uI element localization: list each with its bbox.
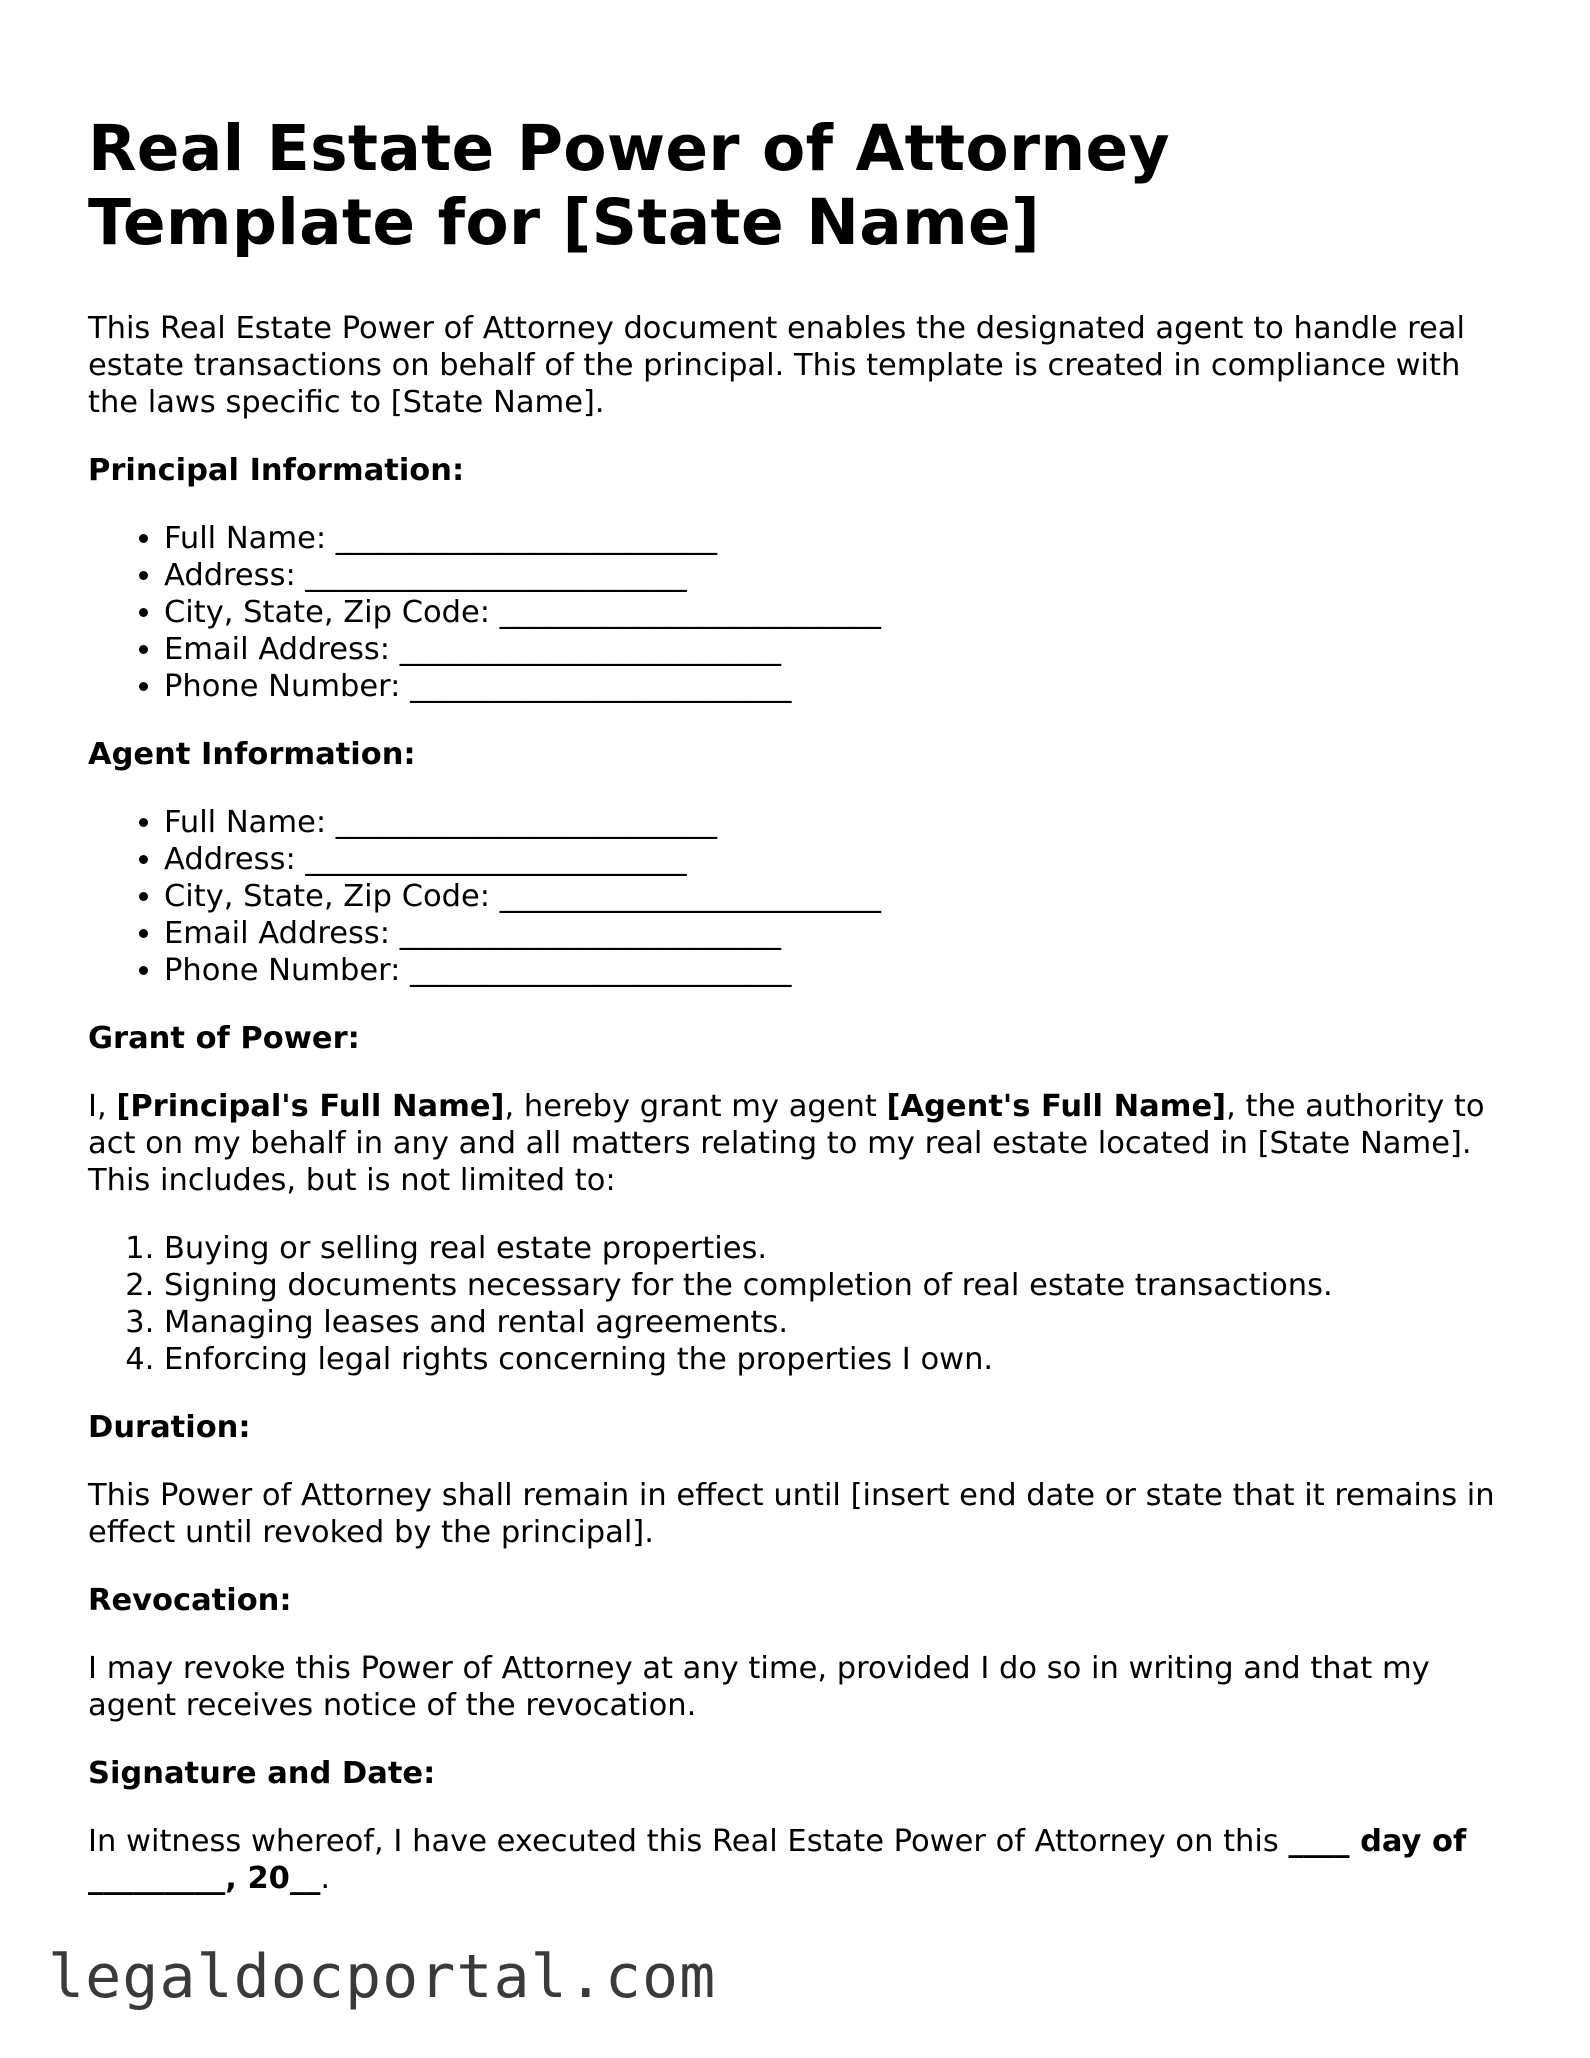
duration-paragraph: This Power of Attorney shall remain in effect until [insert end date or state that it remains in effect until revoked by the principal]. (88, 1478, 1495, 1550)
revocation-heading: Revocation: (88, 1583, 292, 1618)
agent-name-placeholder: [Agent's Full Name] (886, 1089, 1227, 1124)
grant-text-3: , the authority to act on my behalf in any and all matters relating to my real estate located in [State Name]. This includes, but is not limited to: (88, 1089, 1485, 1198)
signature-text: In witness whereof, I have executed this Real Estate Power of Attorney on this (88, 1824, 1289, 1859)
agent-field-list (88, 804, 1508, 989)
revocation-paragraph: I may revoke this Power of Attorney at any time, provided I do so in writing and that my agent receives notice of the revocation. (88, 1651, 1430, 1723)
principal-full-name-field: • Full Name: _________________________ (164, 520, 1508, 557)
principal-phone-field: • Phone Number: _________________________ (164, 668, 1508, 705)
signature-heading: Signature and Date: (88, 1756, 436, 1791)
principal-address-field: • Address: _________________________ (164, 557, 1508, 594)
document-title: Real Estate Power of Attorney Template for [State Name] (88, 112, 1170, 259)
agent-heading: Agent Information: (88, 737, 416, 772)
power-item: 3. Managing leases and rental agreements. (164, 1304, 1508, 1341)
intro-paragraph: This Real Estate Power of Attorney document enables the designated agent to handle real estate transactions on behalf of the principal. This template is created in compliance with the laws specific to [State Name]. (88, 311, 1465, 420)
power-item: 4. Enforcing legal rights concerning the properties I own. (164, 1341, 1508, 1378)
grant-paragraph (88, 1088, 1508, 1199)
agent-city-state-zip-field: • City, State, Zip Code: _________________________ (164, 878, 1508, 915)
power-item: 2. Signing documents necessary for the completion of real estate transactions. (164, 1267, 1508, 1304)
principal-field-list (88, 520, 1508, 705)
principal-city-state-zip-field: • City, State, Zip Code: _________________________ (164, 594, 1508, 631)
site-watermark: legaldocportal.com (48, 1942, 717, 2012)
principal-heading: Principal Information: (88, 453, 465, 488)
agent-full-name-field: • Full Name: _________________________ (164, 804, 1508, 841)
signature-date-blank: ____ day of _________, 20__ (88, 1824, 1467, 1896)
agent-phone-field: • Phone Number: _________________________ (164, 952, 1508, 989)
signature-end: . (320, 1861, 331, 1896)
principal-name-placeholder: [Principal's Full Name] (116, 1089, 505, 1124)
grant-text-1: I, (88, 1089, 117, 1124)
agent-address-field: • Address: _________________________ (164, 841, 1508, 878)
document-page (88, 112, 1508, 1928)
principal-email-field: • Email Address: _________________________ (164, 631, 1508, 668)
agent-email-field: • Email Address: _________________________ (164, 915, 1508, 952)
signature-paragraph (88, 1823, 1508, 1897)
powers-list (88, 1230, 1508, 1378)
grant-text-2: , hereby grant my agent (504, 1089, 887, 1124)
power-item: 1. Buying or selling real estate properties. (164, 1230, 1508, 1267)
duration-heading: Duration: (88, 1410, 251, 1445)
grant-heading: Grant of Power: (88, 1021, 360, 1056)
